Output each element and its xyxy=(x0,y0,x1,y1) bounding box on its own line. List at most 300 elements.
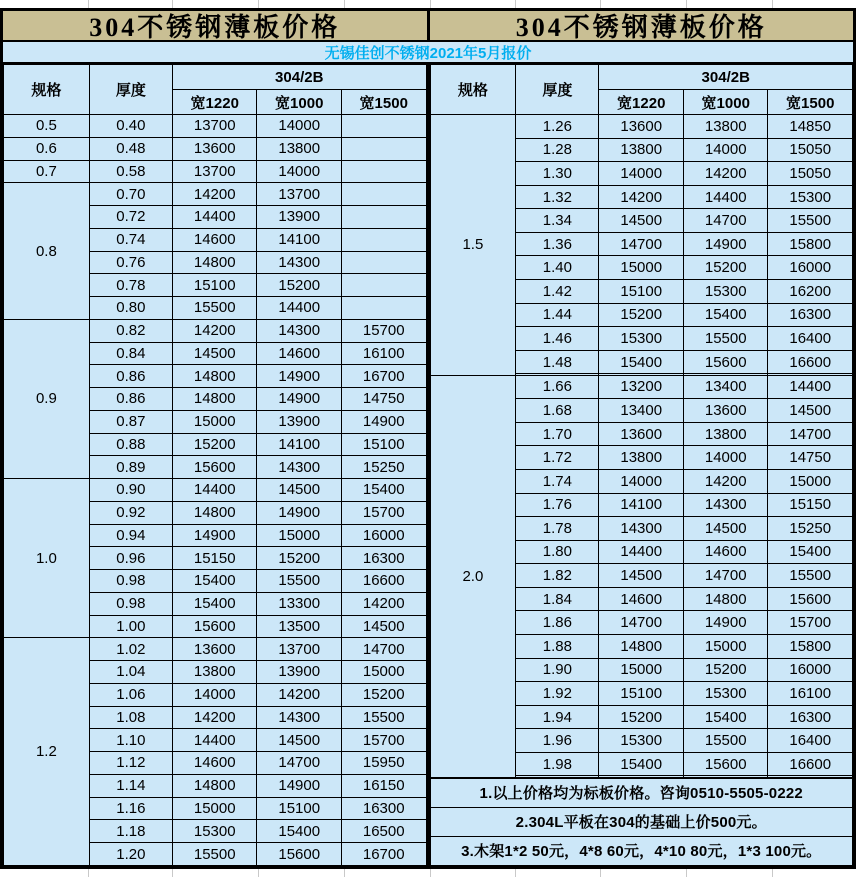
price-cell: 16000 xyxy=(768,658,853,682)
thickness-cell: 1.00 xyxy=(89,615,172,638)
price-cell xyxy=(341,297,426,320)
price-cell: 16000 xyxy=(768,256,853,280)
price-cell: 15200 xyxy=(341,683,426,706)
thickness-cell: 0.48 xyxy=(89,137,172,160)
price-cell: 14200 xyxy=(599,185,684,209)
right-table-header xyxy=(430,65,853,115)
price-cell: 16400 xyxy=(768,327,853,351)
grade-header: 304/2B xyxy=(172,65,426,90)
spec-cell: 2.0 xyxy=(430,375,516,778)
price-cell: 13600 xyxy=(599,422,684,446)
price-cell: 13600 xyxy=(172,638,257,661)
note-text: 3.木架1*2 50元，4*8 60元，4*10 80元，1*3 100元。 xyxy=(430,836,853,865)
price-cell: 14800 xyxy=(172,501,257,524)
thickness-cell: 1.72 xyxy=(516,446,599,470)
price-cell: 13700 xyxy=(172,160,257,183)
price-cell: 14000 xyxy=(172,683,257,706)
price-cell: 14200 xyxy=(172,319,257,342)
price-cell: 14750 xyxy=(341,388,426,411)
gridline xyxy=(344,869,345,877)
price-cell: 13900 xyxy=(257,410,342,433)
thickness-header: 厚度 xyxy=(89,65,172,115)
price-cell: 15150 xyxy=(768,493,853,517)
price-cell: 15000 xyxy=(172,797,257,820)
price-cell: 14600 xyxy=(172,752,257,775)
price-cell: 14500 xyxy=(683,517,768,541)
price-cell: 14200 xyxy=(341,592,426,615)
thickness-cell: 1.82 xyxy=(516,564,599,588)
price-cell: 15300 xyxy=(599,729,684,753)
thickness-cell: 1.80 xyxy=(516,540,599,564)
gridline xyxy=(772,869,773,877)
thickness-cell: 1.96 xyxy=(516,729,599,753)
price-cell: 13500 xyxy=(257,615,342,638)
price-cell: 14300 xyxy=(257,456,342,479)
thickness-cell: 1.66 xyxy=(516,375,599,399)
thickness-cell: 0.86 xyxy=(89,365,172,388)
price-cell: 14400 xyxy=(599,540,684,564)
thickness-cell: 1.76 xyxy=(516,493,599,517)
thickness-cell: 1.10 xyxy=(89,729,172,752)
price-cell xyxy=(341,137,426,160)
price-cell: 16000 xyxy=(341,524,426,547)
price-cell: 14850 xyxy=(768,115,853,139)
price-cell: 15200 xyxy=(599,303,684,327)
gridline xyxy=(600,869,601,877)
price-cell: 14500 xyxy=(257,479,342,502)
price-cell: 15500 xyxy=(768,564,853,588)
price-cell: 14500 xyxy=(768,399,853,423)
price-cell: 15700 xyxy=(341,501,426,524)
thickness-cell: 0.86 xyxy=(89,388,172,411)
price-cell: 14300 xyxy=(257,319,342,342)
thickness-cell: 0.80 xyxy=(89,297,172,320)
price-cell: 14700 xyxy=(683,209,768,233)
price-cell: 16600 xyxy=(768,752,853,776)
gridline xyxy=(172,869,173,877)
price-cell: 14600 xyxy=(683,540,768,564)
thickness-cell: 0.89 xyxy=(89,456,172,479)
price-cell: 14700 xyxy=(599,611,684,635)
thickness-cell: 0.92 xyxy=(89,501,172,524)
thickness-cell: 1.18 xyxy=(89,820,172,843)
price-cell: 15500 xyxy=(172,843,257,866)
price-cell: 15100 xyxy=(599,280,684,304)
price-cell: 14700 xyxy=(683,564,768,588)
price-cell: 15500 xyxy=(341,706,426,729)
width-header-1000: 宽1000 xyxy=(683,90,768,115)
price-cell: 13400 xyxy=(599,399,684,423)
price-cell: 15300 xyxy=(683,280,768,304)
right-table-body xyxy=(430,115,853,866)
table-row xyxy=(4,183,427,206)
grade-header: 304/2B xyxy=(599,65,853,90)
price-cell: 14200 xyxy=(257,683,342,706)
price-cell xyxy=(341,183,426,206)
thickness-cell: 1.40 xyxy=(516,256,599,280)
price-cell: 15300 xyxy=(172,820,257,843)
thickness-cell: 1.94 xyxy=(516,705,599,729)
thickness-cell: 1.04 xyxy=(89,661,172,684)
thickness-cell: 1.78 xyxy=(516,517,599,541)
note-text: 1.以上价格均为标板价格。咨询0510-5505-0222 xyxy=(430,778,853,807)
price-cell xyxy=(341,115,426,138)
price-cell: 15200 xyxy=(683,256,768,280)
thickness-cell: 1.06 xyxy=(89,683,172,706)
price-cell: 15000 xyxy=(172,410,257,433)
price-cell: 14300 xyxy=(599,517,684,541)
price-cell: 15000 xyxy=(599,658,684,682)
gridline xyxy=(515,869,516,877)
price-cell xyxy=(341,160,426,183)
price-cell: 14200 xyxy=(683,162,768,186)
spec-cell: 0.9 xyxy=(4,319,90,478)
price-cell: 14900 xyxy=(257,388,342,411)
price-cell: 14100 xyxy=(257,228,342,251)
thickness-cell: 1.88 xyxy=(516,635,599,659)
thickness-cell: 1.84 xyxy=(516,587,599,611)
price-cell: 15800 xyxy=(768,232,853,256)
price-cell: 16300 xyxy=(341,797,426,820)
price-cell: 14500 xyxy=(599,564,684,588)
price-cell: 15250 xyxy=(768,517,853,541)
price-cell: 14900 xyxy=(341,410,426,433)
gridline xyxy=(258,869,259,877)
price-cell: 14700 xyxy=(257,752,342,775)
thickness-cell: 1.48 xyxy=(516,350,599,374)
price-table-right xyxy=(430,64,854,866)
spec-cell: 1.0 xyxy=(4,479,90,638)
table-row xyxy=(4,479,427,502)
price-cell: 14800 xyxy=(172,388,257,411)
price-cell: 15400 xyxy=(172,570,257,593)
price-cell: 15950 xyxy=(341,752,426,775)
thickness-cell: 1.92 xyxy=(516,682,599,706)
price-cell: 13700 xyxy=(257,638,342,661)
table-row xyxy=(4,115,427,138)
price-cell: 13800 xyxy=(683,115,768,139)
price-cell: 15400 xyxy=(172,592,257,615)
price-cell: 14800 xyxy=(683,587,768,611)
price-cell: 13900 xyxy=(257,661,342,684)
price-cell: 16200 xyxy=(768,280,853,304)
note-text: 2.304L平板在304的基础上价500元。 xyxy=(430,807,853,836)
spec-cell: 1.5 xyxy=(430,115,516,376)
price-cell: 14900 xyxy=(257,774,342,797)
width-header-1500: 宽1500 xyxy=(768,90,853,115)
thickness-cell: 1.86 xyxy=(516,611,599,635)
price-cell: 16100 xyxy=(768,682,853,706)
price-cell: 13800 xyxy=(683,422,768,446)
width-header-1500: 宽1500 xyxy=(341,90,426,115)
price-cell: 14300 xyxy=(683,493,768,517)
thickness-cell: 1.70 xyxy=(516,422,599,446)
price-cell: 16150 xyxy=(341,774,426,797)
price-cell: 13600 xyxy=(599,115,684,139)
price-cell: 14000 xyxy=(683,446,768,470)
thickness-cell: 1.74 xyxy=(516,469,599,493)
price-cell: 16100 xyxy=(341,342,426,365)
spec-cell: 0.8 xyxy=(4,183,90,320)
price-cell xyxy=(341,251,426,274)
note-row xyxy=(430,778,853,807)
thickness-cell: 0.98 xyxy=(89,570,172,593)
price-cell: 14750 xyxy=(768,446,853,470)
price-cell: 13900 xyxy=(257,206,342,229)
price-cell: 14600 xyxy=(172,228,257,251)
price-cell: 16700 xyxy=(341,365,426,388)
price-cell: 15600 xyxy=(172,456,257,479)
price-cell: 14900 xyxy=(257,501,342,524)
price-cell: 14900 xyxy=(683,611,768,635)
price-cell: 14800 xyxy=(172,365,257,388)
price-cell: 14800 xyxy=(172,251,257,274)
price-cell: 14700 xyxy=(599,232,684,256)
thickness-cell: 0.70 xyxy=(89,183,172,206)
price-cell: 14800 xyxy=(172,774,257,797)
page-title-left: 304不锈钢薄板价格 xyxy=(3,11,427,40)
price-cell: 16700 xyxy=(341,843,426,866)
price-cell: 14100 xyxy=(257,433,342,456)
width-header-1220: 宽1220 xyxy=(172,90,257,115)
price-cell: 14300 xyxy=(257,251,342,274)
thickness-cell: 0.82 xyxy=(89,319,172,342)
price-cell xyxy=(341,206,426,229)
thickness-cell: 1.68 xyxy=(516,399,599,423)
price-cell: 14700 xyxy=(768,422,853,446)
price-cell: 14200 xyxy=(172,183,257,206)
price-cell: 13800 xyxy=(599,446,684,470)
spec-cell: 0.6 xyxy=(4,137,90,160)
price-cell: 15600 xyxy=(683,752,768,776)
price-cell: 15100 xyxy=(257,797,342,820)
price-table-left xyxy=(3,64,427,866)
price-cell: 15500 xyxy=(172,297,257,320)
price-cell: 15400 xyxy=(768,540,853,564)
price-cell: 14200 xyxy=(172,706,257,729)
price-cell xyxy=(341,274,426,297)
price-cell: 14700 xyxy=(341,638,426,661)
price-cell: 15700 xyxy=(768,611,853,635)
price-cell: 16600 xyxy=(341,570,426,593)
thickness-cell: 0.78 xyxy=(89,274,172,297)
price-cell: 15000 xyxy=(683,635,768,659)
price-cell: 14800 xyxy=(599,635,684,659)
price-cell: 14000 xyxy=(683,138,768,162)
table-row xyxy=(430,115,853,139)
quote-subtitle: 无锡佳创不锈钢2021年5月报价 xyxy=(3,42,853,64)
price-cell: 15150 xyxy=(172,547,257,570)
price-cell: 16400 xyxy=(768,729,853,753)
thickness-cell: 0.94 xyxy=(89,524,172,547)
thickness-cell: 0.76 xyxy=(89,251,172,274)
thickness-cell: 1.08 xyxy=(89,706,172,729)
thickness-cell: 0.58 xyxy=(89,160,172,183)
price-cell: 16600 xyxy=(768,350,853,374)
spec-header: 规格 xyxy=(430,65,516,115)
table-row xyxy=(430,375,853,399)
table-row xyxy=(4,638,427,661)
width-header-1000: 宽1000 xyxy=(257,90,342,115)
price-cell: 14900 xyxy=(257,365,342,388)
thickness-cell: 1.32 xyxy=(516,185,599,209)
price-cell: 14400 xyxy=(172,206,257,229)
thickness-cell: 1.02 xyxy=(89,638,172,661)
price-cell: 15250 xyxy=(341,456,426,479)
price-cell: 15600 xyxy=(683,350,768,374)
gridline xyxy=(344,0,345,8)
thickness-cell: 1.16 xyxy=(89,797,172,820)
price-cell: 13700 xyxy=(257,183,342,206)
thickness-cell: 0.72 xyxy=(89,206,172,229)
spec-cell: 0.7 xyxy=(4,160,90,183)
price-cell: 13800 xyxy=(172,661,257,684)
price-cell: 16300 xyxy=(341,547,426,570)
price-cell: 15200 xyxy=(172,433,257,456)
price-cell: 15400 xyxy=(599,350,684,374)
thickness-cell: 1.34 xyxy=(516,209,599,233)
price-cell: 14900 xyxy=(172,524,257,547)
gridline xyxy=(88,869,89,877)
price-cell: 15800 xyxy=(768,635,853,659)
table-row xyxy=(4,319,427,342)
thickness-cell: 1.26 xyxy=(516,115,599,139)
note-row xyxy=(430,807,853,836)
price-cell: 15000 xyxy=(341,661,426,684)
thickness-cell: 1.12 xyxy=(89,752,172,775)
price-cell: 15200 xyxy=(257,274,342,297)
left-table-body xyxy=(4,115,427,866)
price-cell: 15100 xyxy=(172,274,257,297)
price-cell: 13600 xyxy=(172,137,257,160)
price-cell: 15300 xyxy=(768,185,853,209)
price-cell: 16300 xyxy=(768,705,853,729)
price-cell: 13600 xyxy=(683,399,768,423)
price-cell: 14900 xyxy=(683,232,768,256)
price-cell: 15400 xyxy=(683,303,768,327)
price-cell: 15100 xyxy=(341,433,426,456)
left-half xyxy=(3,64,427,866)
price-cell: 13400 xyxy=(683,375,768,399)
price-cell: 14000 xyxy=(599,469,684,493)
price-cell: 15000 xyxy=(257,524,342,547)
price-cell: 13700 xyxy=(172,115,257,138)
price-cell: 15600 xyxy=(768,587,853,611)
gridline xyxy=(686,869,687,877)
price-cell: 14000 xyxy=(599,162,684,186)
price-cell: 14100 xyxy=(599,493,684,517)
price-cell: 15000 xyxy=(599,256,684,280)
bottom-margin-gridlines xyxy=(0,869,856,877)
price-cell: 14300 xyxy=(257,706,342,729)
price-cell: 15500 xyxy=(683,327,768,351)
thickness-cell: 1.42 xyxy=(516,280,599,304)
thickness-header: 厚度 xyxy=(516,65,599,115)
price-cell: 15700 xyxy=(341,319,426,342)
price-cell: 13200 xyxy=(599,375,684,399)
thickness-cell: 0.96 xyxy=(89,547,172,570)
thickness-cell: 1.28 xyxy=(516,138,599,162)
thickness-cell: 0.40 xyxy=(89,115,172,138)
price-cell: 16300 xyxy=(768,303,853,327)
price-cell: 14000 xyxy=(257,115,342,138)
left-table-header xyxy=(4,65,427,115)
price-cell: 14400 xyxy=(768,375,853,399)
price-cell: 15300 xyxy=(599,327,684,351)
thickness-cell: 1.30 xyxy=(516,162,599,186)
price-cell: 14500 xyxy=(172,342,257,365)
spec-header: 规格 xyxy=(4,65,90,115)
price-cell: 15600 xyxy=(172,615,257,638)
price-cell: 14500 xyxy=(341,615,426,638)
price-cell: 15050 xyxy=(768,138,853,162)
tables-area xyxy=(3,64,853,866)
note-row xyxy=(430,836,853,865)
price-cell: 14500 xyxy=(599,209,684,233)
price-cell: 15000 xyxy=(768,469,853,493)
price-cell: 14600 xyxy=(599,587,684,611)
price-cell: 15400 xyxy=(341,479,426,502)
price-cell: 15200 xyxy=(257,547,342,570)
price-cell: 13800 xyxy=(257,137,342,160)
price-cell: 15200 xyxy=(599,705,684,729)
price-cell: 15600 xyxy=(257,843,342,866)
price-cell: 15200 xyxy=(683,658,768,682)
thickness-cell: 1.44 xyxy=(516,303,599,327)
gridline xyxy=(430,869,431,877)
page-title-right: 304不锈钢薄板价格 xyxy=(427,11,854,40)
thickness-cell: 0.98 xyxy=(89,592,172,615)
price-cell: 14000 xyxy=(257,160,342,183)
price-cell: 14200 xyxy=(683,469,768,493)
price-cell: 15500 xyxy=(683,729,768,753)
thickness-cell: 0.87 xyxy=(89,410,172,433)
price-cell: 15400 xyxy=(599,752,684,776)
price-cell: 14600 xyxy=(257,342,342,365)
price-cell: 14400 xyxy=(257,297,342,320)
title-row xyxy=(3,11,853,42)
price-cell xyxy=(341,228,426,251)
thickness-cell: 1.36 xyxy=(516,232,599,256)
price-cell: 15100 xyxy=(599,682,684,706)
price-cell: 14400 xyxy=(172,479,257,502)
thickness-cell: 0.90 xyxy=(89,479,172,502)
right-half xyxy=(427,64,854,866)
spec-cell: 0.5 xyxy=(4,115,90,138)
price-cell: 15500 xyxy=(768,209,853,233)
sheet-frame xyxy=(0,8,856,869)
price-cell: 16500 xyxy=(341,820,426,843)
width-header-1220: 宽1220 xyxy=(599,90,684,115)
thickness-cell: 1.14 xyxy=(89,774,172,797)
price-cell: 14500 xyxy=(257,729,342,752)
price-cell: 13300 xyxy=(257,592,342,615)
thickness-cell: 1.46 xyxy=(516,327,599,351)
price-cell: 15700 xyxy=(341,729,426,752)
thickness-cell: 1.98 xyxy=(516,752,599,776)
thickness-cell: 0.74 xyxy=(89,228,172,251)
price-cell: 15400 xyxy=(683,705,768,729)
price-cell: 14400 xyxy=(172,729,257,752)
price-cell: 15050 xyxy=(768,162,853,186)
price-cell: 13800 xyxy=(599,138,684,162)
gridline xyxy=(430,0,431,8)
table-row xyxy=(4,160,427,183)
thickness-cell: 0.84 xyxy=(89,342,172,365)
price-cell: 15300 xyxy=(683,682,768,706)
price-cell: 15400 xyxy=(257,820,342,843)
spec-cell: 1.2 xyxy=(4,638,90,866)
